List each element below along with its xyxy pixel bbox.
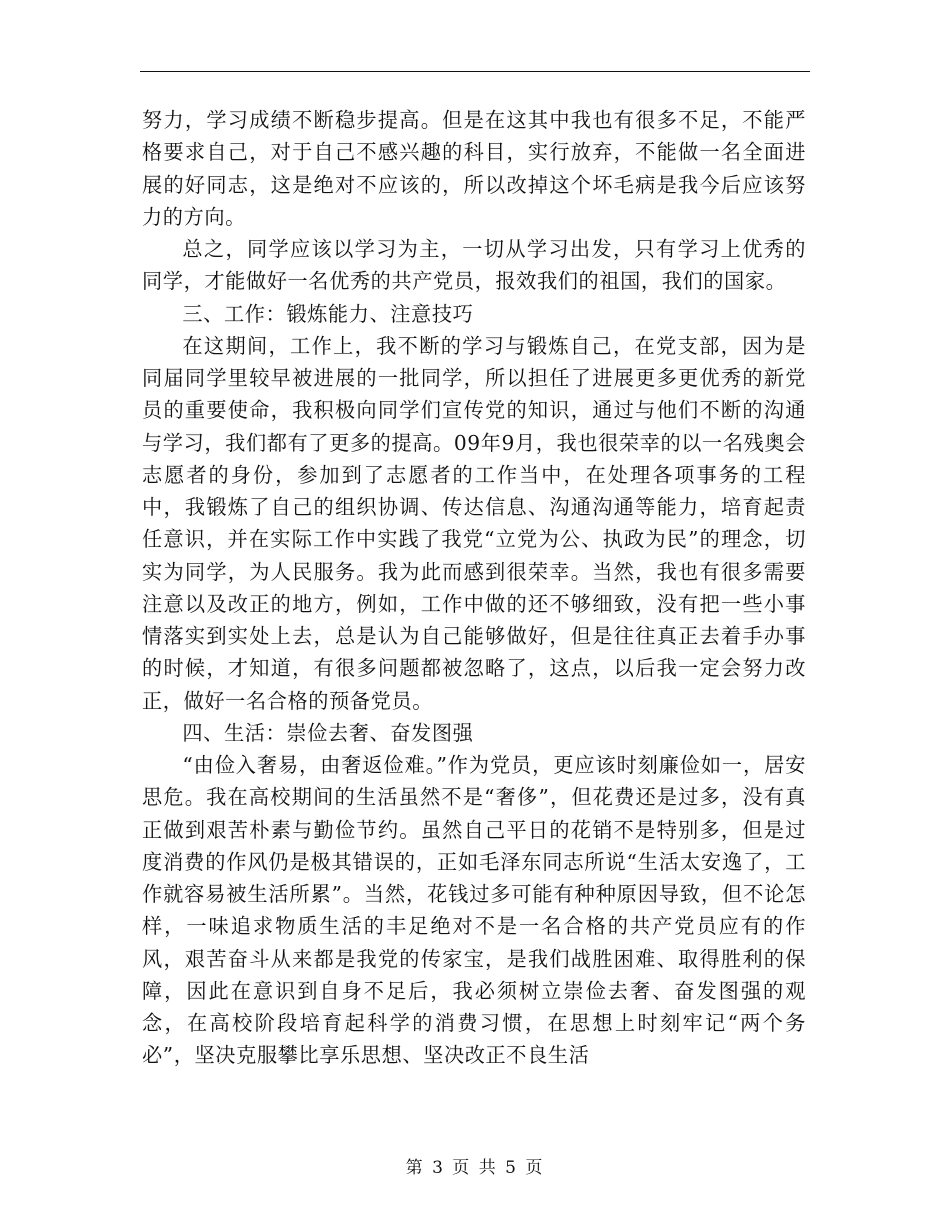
paragraph-life: “由俭入奢易，由奢返俭难。”作为党员，更应该时刻廉俭如一，居安思危。我在高校期间的生活虽然不是“奢侈”，但花费还是过多，没有真正做到艰苦朴素与勤俭节约。虽然自己平日的花销不是特别多，但是过度消费的作风仍是极其错误的，正如毛泽东同志所说“生活太安逸了，工作就容易被生活所累”。当然，花钱过多可能有种种原因导致，但不论怎样，一味追求物质生活的丰足绝对不是一名合格的共产党员应有的作风，艰苦奋斗从来都是我党的传家宝，是我们战胜困难、取得胜利的保障，因此在意识到自身不足后，我必须树立崇俭去奢、奋发图强的观念，在高校阶段培育起科学的消费习惯，在思想上时刻牢记“两个务必”，坚决克服攀比享乐思想、坚决改正不良生活 bbox=[142, 753, 806, 1068]
document-body bbox=[142, 104, 806, 1072]
section-heading-work: 三、工作：锻炼能力、注意技巧 bbox=[182, 301, 474, 326]
page-number-footer: 第 3 页 共 5 页 bbox=[405, 1158, 545, 1178]
paragraph-study-summary: 总之，同学应该以学习为主，一切从学习出发，只有学习上优秀的同学，才能做好一名优秀的共产党员，报效我们的祖国，我们的国家。 bbox=[142, 237, 806, 294]
section-heading-life: 四、生活：崇俭去奢、奋发图强 bbox=[182, 720, 474, 745]
paragraph-work: 在这期间，工作上，我不断的学习与锻炼自己，在党支部，因为是同届同学里较早被进展的一批同学，所以担任了进展更多更优秀的新党员的重要使命，我积极向同学们宣传党的知识，通过与他们不断的沟通与学习，我们都有了更多的提高。09年9月，我也很荣幸的以一名残奥会志愿者的身份，参加到了志愿者的工作当中，在处理各项事务的工程中，我锻炼了自己的组织协调、传达信息、沟通沟通等能力，培育起责任意识，并在实际工作中实践了我党“立党为公、执政为民”的理念，切实为同学，为人民服务。我为此而感到很荣幸。当然，我也有很多需要注意以及改正的地方，例如，工作中做的还不够细致，没有把一些小事情落实到实处上去，总是认为自己能够做好，但是往往真正去着手办事的时候，才知道，有很多问题都被忽略了，这点，以后我一定会努力改正，做好一名合格的预备党员。 bbox=[142, 333, 806, 713]
paragraph-study-continuation: 努力，学习成绩不断稳步提高。但是在这其中我也有很多不足，不能严格要求自己，对于自己不感兴趣的科目，实行放弃，不能做一名全面进展的好同志，这是绝对不应该的，所以改掉这个坏毛病是我今后应该努力的方向。 bbox=[142, 108, 806, 229]
header-rule bbox=[140, 71, 810, 72]
